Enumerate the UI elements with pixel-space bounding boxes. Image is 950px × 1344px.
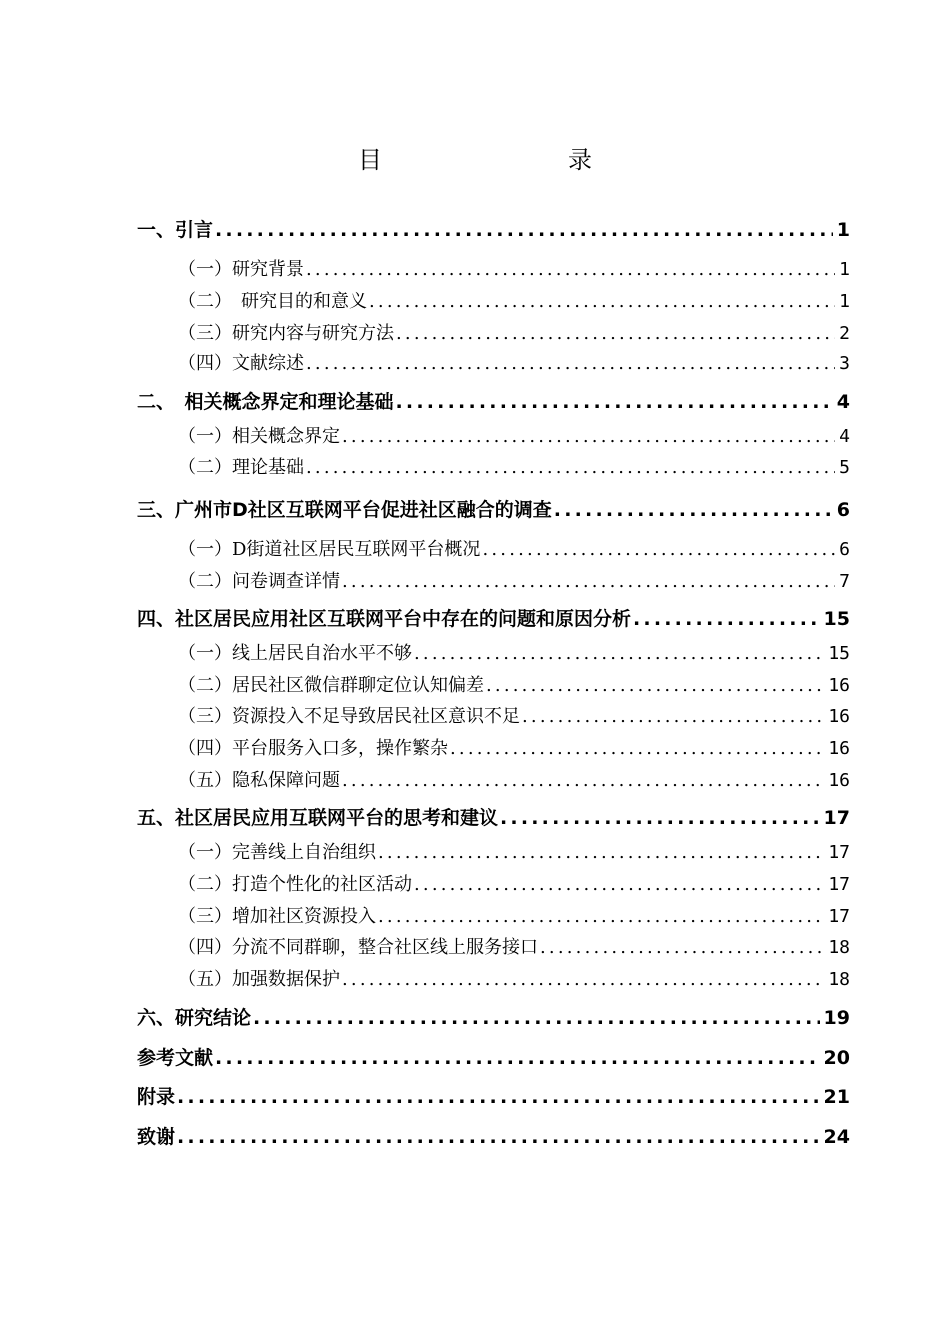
dot-leader <box>396 321 835 347</box>
toc-entry-label: （三）增加社区资源投入 <box>178 906 376 927</box>
dot-leader <box>450 736 824 762</box>
toc-entry-page: 17 <box>823 807 850 829</box>
toc-entry-chapter[interactable] <box>137 804 850 832</box>
toc-entry-section[interactable] <box>178 768 850 794</box>
toc-entry-label: （五）隐私保障问题 <box>178 770 340 791</box>
toc-entry-label: （四）文献综述 <box>178 353 304 374</box>
toc-entry-section[interactable] <box>178 673 850 699</box>
toc-entry-section[interactable] <box>178 704 850 730</box>
toc-entry-page: 17 <box>828 874 850 895</box>
toc-entry-label: （二）问卷调查详情 <box>178 571 340 592</box>
toc-entry-section[interactable] <box>178 904 850 930</box>
toc-entry-page: 6 <box>836 499 850 521</box>
toc-entry-page: 19 <box>823 1007 850 1029</box>
toc-entry-label: （四）分流不同群聊，整合社区线上服务接口 <box>178 937 538 958</box>
toc-entry-page: 1 <box>839 259 850 280</box>
toc-entry-page: 17 <box>828 906 850 927</box>
toc-entry-section[interactable] <box>178 569 850 595</box>
toc-entry-section[interactable] <box>178 289 850 315</box>
toc-entry-label: 三、广州市D社区互联网平台促进社区融合的调查 <box>137 499 552 521</box>
dot-leader <box>414 641 824 667</box>
toc-entry-label: （二）居民社区微信群聊定位认知偏差 <box>178 675 484 696</box>
dot-leader <box>540 935 824 961</box>
dot-leader <box>342 424 835 450</box>
toc-entry-label: 五、社区居民应用互联网平台的思考和建议 <box>137 807 499 829</box>
toc-entry-label: （一）研究背景 <box>178 259 304 280</box>
dot-leader <box>215 1044 820 1072</box>
toc-entry-label: 参考文献 <box>137 1047 214 1069</box>
toc-entry-chapter[interactable] <box>137 496 850 524</box>
dot-leader <box>177 1123 820 1151</box>
dot-leader <box>177 1083 820 1111</box>
dot-leader <box>378 904 824 930</box>
toc-entry-label: （二）打造个性化的社区活动 <box>178 874 412 895</box>
toc-entry-label: （五）加强数据保护 <box>178 969 340 990</box>
toc-entry-section[interactable] <box>178 455 850 481</box>
toc-entry-chapter[interactable] <box>137 1123 850 1151</box>
toc-entry-section[interactable] <box>178 967 850 993</box>
toc-entry-label: （一）线上居民自治水平不够 <box>178 643 412 664</box>
dot-leader <box>482 537 835 563</box>
dot-leader <box>215 216 833 244</box>
toc-entry-label: （一）D街道社区居民互联网平台概况 <box>178 539 481 560</box>
toc-entry-label: （一）相关概念界定 <box>178 426 340 447</box>
toc-entry-page: 1 <box>836 219 850 241</box>
toc-entry-label: 六、研究结论 <box>137 1007 252 1029</box>
toc-entry-section[interactable] <box>178 736 850 762</box>
toc-entry-chapter[interactable] <box>137 1083 850 1111</box>
toc-entry-label: 致谢 <box>137 1126 176 1148</box>
toc-entry-section[interactable] <box>178 840 850 866</box>
toc-entry-label: （三）资源投入不足导致居民社区意识不足 <box>178 706 520 727</box>
toc-entry-page: 20 <box>823 1047 850 1069</box>
toc-entry-label: 附录 <box>137 1086 176 1108</box>
dot-leader <box>253 1004 820 1032</box>
toc-entry-section[interactable] <box>178 935 850 961</box>
toc-entry-page: 16 <box>828 770 850 791</box>
toc-entry-page: 2 <box>839 323 850 344</box>
dot-leader <box>486 673 824 699</box>
toc-entry-page: 16 <box>828 675 850 696</box>
toc-entry-page: 17 <box>828 842 850 863</box>
toc-entry-section[interactable] <box>178 321 850 347</box>
dot-leader <box>633 605 820 633</box>
page-title: 目 录 <box>358 146 638 174</box>
toc-entry-section[interactable] <box>178 257 850 283</box>
toc-entry-section[interactable] <box>178 537 850 563</box>
dot-leader <box>342 569 835 595</box>
toc-entry-page: 7 <box>839 571 850 592</box>
toc-entry-label: 四、社区居民应用社区互联网平台中存在的问题和原因分析 <box>137 608 632 630</box>
dot-leader <box>500 804 820 832</box>
dot-leader <box>342 967 824 993</box>
dot-leader <box>396 388 833 416</box>
toc-entry-page: 3 <box>839 353 850 374</box>
toc-entry-page: 1 <box>839 291 850 312</box>
toc-entry-chapter[interactable] <box>137 1004 850 1032</box>
toc-entry-page: 18 <box>828 969 850 990</box>
dot-leader <box>378 840 824 866</box>
toc-entry-chapter[interactable] <box>137 605 850 633</box>
toc-entry-page: 6 <box>839 539 850 560</box>
dot-leader <box>369 289 835 315</box>
toc-entry-page: 21 <box>823 1086 850 1108</box>
toc-entry-page: 16 <box>828 706 850 727</box>
toc-entry-label: （一）完善线上自治组织 <box>178 842 376 863</box>
dot-leader <box>414 872 824 898</box>
toc-entry-page: 4 <box>839 426 850 447</box>
dot-leader <box>554 496 833 524</box>
dot-leader <box>306 455 835 481</box>
toc-entry-page: 15 <box>823 608 850 630</box>
toc-entry-section[interactable] <box>178 641 850 667</box>
dot-leader <box>306 351 835 377</box>
toc-entry-page: 4 <box>836 391 850 413</box>
toc-entry-chapter[interactable] <box>137 388 850 416</box>
toc-entry-section[interactable] <box>178 424 850 450</box>
toc-entry-label: （二）理论基础 <box>178 457 304 478</box>
toc-entry-page: 24 <box>823 1126 850 1148</box>
dot-leader <box>306 257 835 283</box>
toc-entry-label: 一、引言 <box>137 219 214 241</box>
toc-entry-page: 15 <box>828 643 850 664</box>
toc-entry-chapter[interactable] <box>137 1044 850 1072</box>
toc-entry-label: （三）研究内容与研究方法 <box>178 323 394 344</box>
toc-entry-page: 5 <box>839 457 850 478</box>
toc-entry-label: （四）平台服务入口多，操作繁杂 <box>178 738 448 759</box>
toc-entry-label: （二） 研究目的和意义 <box>178 291 367 312</box>
toc-entry-page: 18 <box>828 937 850 958</box>
toc-entry-label: 二、 相关概念界定和理论基础 <box>137 391 394 413</box>
dot-leader <box>342 768 824 794</box>
toc-entry-page: 16 <box>828 738 850 759</box>
dot-leader <box>522 704 824 730</box>
toc-entry-section[interactable] <box>178 872 850 898</box>
toc-entry-section[interactable] <box>178 351 850 377</box>
toc-entry-chapter[interactable] <box>137 216 850 244</box>
